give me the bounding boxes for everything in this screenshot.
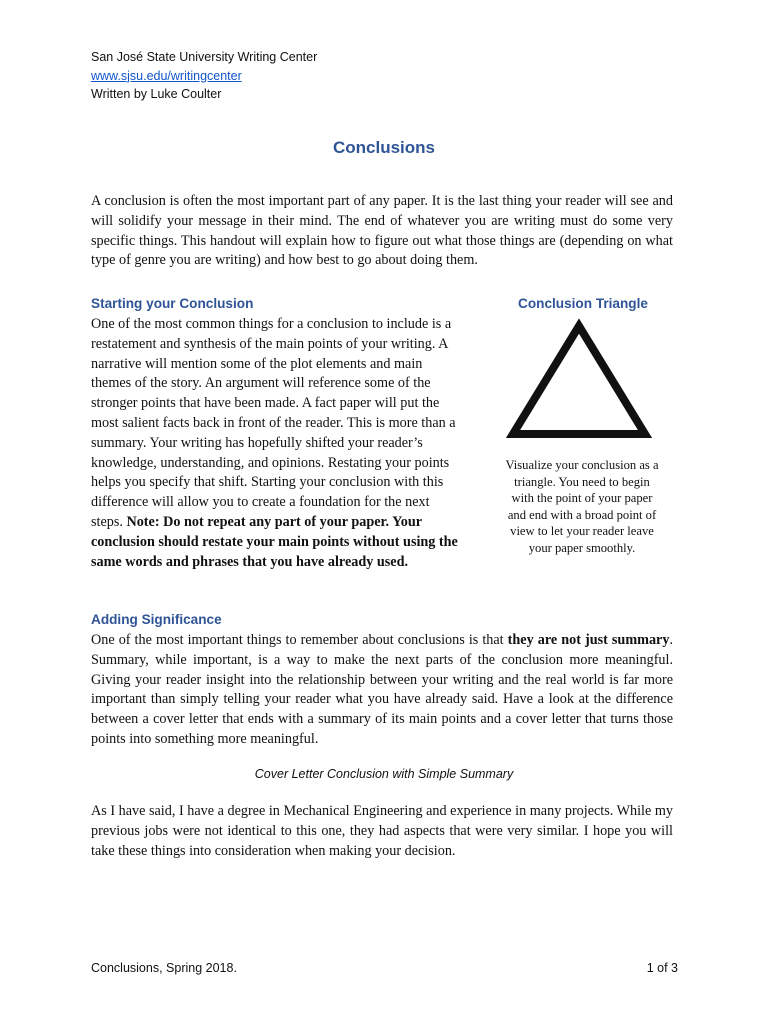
starting-paragraph: [91, 315, 491, 572]
note-bold: Note: Do not repeat any part of your paper. Your: [126, 513, 423, 530]
bold-run: they are not just: [507, 632, 608, 648]
caption-line: Visualize your conclusion as a: [505, 458, 659, 472]
page-number: 1 of 3: [646, 961, 678, 975]
text-run: . Summary, while important, is a way to make the next parts of the conclusion more meaningful. Giving your reader insight into the relationship between your writing and the real world is far more important than simply telling your reader what you have already said. Have a look at the difference between a cover letter that ends with a summary of its main points and a cover letter that turns those points into something more meaningful.: [91, 632, 673, 747]
header-author: Written by Luke Coulter: [91, 87, 222, 101]
text-run: One of the most important things to remember about conclusions is that: [91, 632, 508, 648]
example-heading: Cover Letter Conclusion with Simple Summary: [254, 767, 514, 781]
section-heading-significance: Adding Significance: [91, 612, 222, 627]
paragraph-line: most salient facts back in front of the reader. This is more than a: [91, 414, 456, 431]
paragraph-line: [91, 513, 491, 533]
writing-center-link[interactable]: www.sjsu.edu/writingcenter: [91, 68, 242, 83]
footer-left: Conclusions, Spring 2018.: [91, 961, 237, 975]
caption-line: triangle. You need to begin: [514, 474, 650, 489]
page-title: Conclusions: [332, 138, 435, 157]
paragraph-line: restatement and synthesis of the main points of your writing. A: [91, 335, 449, 352]
sidebar-heading: Conclusion Triangle: [518, 296, 648, 311]
page-header: [91, 48, 317, 104]
paragraph-line: helps you specify that shift. Starting your conclusion with this: [91, 474, 444, 491]
bold-run: summary: [611, 632, 670, 648]
header-org: San José State University Writing Center: [91, 50, 318, 64]
paragraph-line: knowledge, understanding, and opinions. Restating your points: [91, 454, 450, 471]
paragraph-line: One of the most common things for a conclusion to include is a: [91, 316, 452, 332]
note-bold: conclusion should restate your main points without using the: [91, 533, 458, 550]
note-bold: same words and phrases that you have already used.: [91, 553, 409, 570]
caption-line: view to let your reader leave: [510, 524, 654, 538]
caption-line: and end with a broad point of: [507, 507, 657, 522]
significance-paragraph: [91, 631, 673, 750]
paragraph-line: difference will allow you to create a foundation for the next: [91, 494, 430, 511]
paragraph-line: themes of the story. An argument will reference some of the: [91, 375, 431, 392]
paragraph-line: narrative will mention some of the plot elements and main: [91, 355, 423, 372]
caption-line: your paper smoothly.: [528, 540, 636, 555]
caption-line: with the point of your paper: [511, 491, 653, 505]
paragraph-line: stronger points that have been made. A fact paper will put the: [91, 395, 440, 412]
intro-paragraph: A conclusion is often the most important part of any paper. It is the last thing your reader will see and will solidify your message in their mind. The end of whatever you are writing must do some very specific things. This handout will explain how to figure out what those things are (depending on what type of genre you are writing) and how best to go about doing them.: [91, 193, 673, 269]
line-text: steps.: [91, 513, 127, 530]
triangle-caption: [490, 457, 674, 556]
section-heading-starting: Starting your Conclusion: [91, 296, 254, 311]
example-paragraph: As I have said, I have a degree in Mechanical Engineering and experience in many projects. While my previous jobs were not identical to this one, they had aspects that were very similar. I hope you will take these things into consideration when making your decision.: [91, 803, 673, 859]
paragraph-line: summary. Your writing has hopefully shifted your reader’s: [91, 434, 423, 451]
triangle-icon: [505, 318, 653, 442]
